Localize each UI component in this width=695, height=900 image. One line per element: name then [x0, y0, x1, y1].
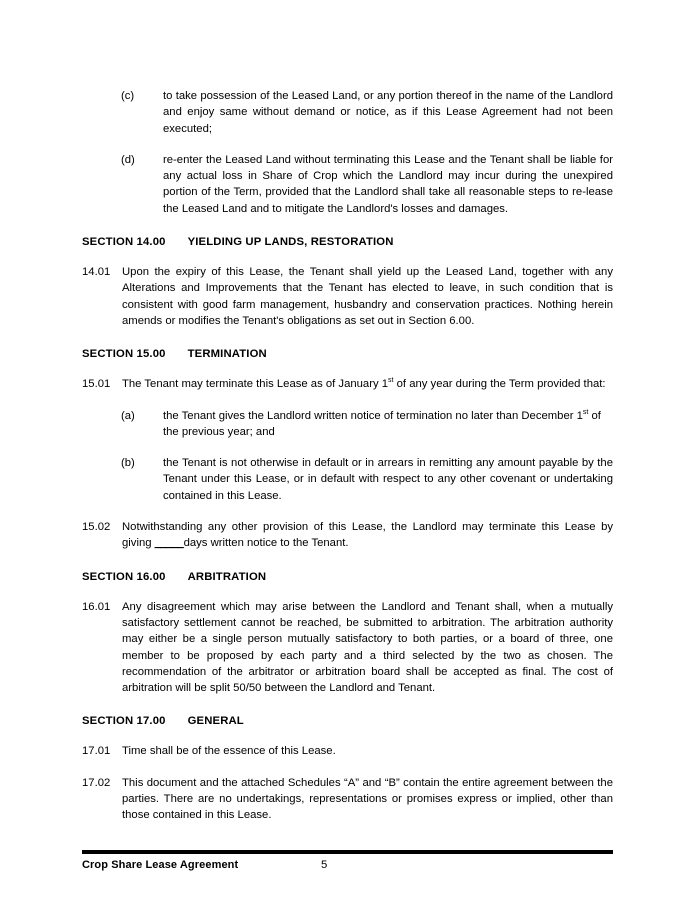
section-heading — [82, 235, 613, 249]
spacer — [82, 760, 613, 775]
ordinal-suffix: st — [388, 377, 394, 385]
clause-text — [122, 519, 613, 552]
clause-number: 17.02 — [82, 776, 111, 789]
section-title: YIELDING UP LANDS, RESTORATION — [187, 236, 394, 249]
footer-row — [82, 859, 613, 875]
clause-text: Upon the expiry of this Lease, the Tenant shall yield up the Leased Land, together with any Alterations and Improvements that the Tenant has elected to leave, in such condition that is consistent with good farm management, husbandry and conservation practices. Nothing herein amends or modifies the Tenant's obligations as set out in Section 6.00. — [122, 266, 613, 327]
ordinal-suffix: st — [582, 408, 589, 416]
clause — [82, 519, 613, 552]
list-item-label: (a) — [121, 409, 135, 422]
clause — [82, 599, 613, 697]
fill-in-blank: _____ — [154, 537, 184, 550]
section-number: SECTION 15.00 — [82, 348, 166, 361]
section-title: TERMINATION — [187, 348, 267, 361]
clause-text — [122, 376, 613, 392]
spacer — [82, 137, 613, 152]
clause — [82, 264, 613, 329]
list-item-label: (b) — [121, 457, 135, 470]
clause — [82, 775, 613, 824]
section-number: SECTION 16.00 — [82, 570, 166, 583]
list-item-text — [163, 408, 613, 441]
clause-text-part: of any year during the Term provided that: — [393, 378, 606, 391]
list-item-text-part: of the previous year; and — [163, 409, 601, 438]
spacer — [82, 217, 613, 235]
clause-number: 16.01 — [82, 600, 111, 613]
list-item-text-part: the Tenant gives the Landlord written notice of termination no later than December 1 — [163, 409, 583, 422]
clause-text: Any disagreement which may arise between the Landlord and Tenant shall, when a mutually satisfactory settlement cannot be reached, be submitted to arbitration. The arbitration authority may either be a single person mutually satisfactory to both parties, or a board of three, one member to be proposed by each party and a third selected by the two as chosen. The recommendation of the arbitrator or arbitration board shall be accepted as final. The cost of arbitration will be split 50/50 between the Landlord and Tenant. — [122, 600, 613, 695]
clause-number: 15.02 — [82, 521, 111, 534]
list-item — [82, 152, 613, 217]
spacer — [82, 329, 613, 347]
section-heading — [82, 347, 613, 361]
list-item — [82, 408, 613, 441]
clause — [82, 376, 613, 392]
clause-number: 17.01 — [82, 745, 111, 758]
section-heading — [82, 570, 613, 584]
list-item — [82, 88, 613, 137]
spacer — [82, 249, 613, 264]
spacer — [82, 361, 613, 376]
spacer — [82, 393, 613, 408]
list-item-label: (d) — [121, 153, 135, 166]
clause-text-part: The Tenant may terminate this Lease as of January 1 — [122, 378, 389, 391]
spacer — [82, 440, 613, 455]
clause-number: 14.01 — [82, 266, 111, 279]
section-title: GENERAL — [187, 715, 244, 728]
footer-divider — [82, 850, 613, 854]
spacer — [82, 584, 613, 599]
section-heading — [82, 714, 613, 728]
page-footer — [82, 850, 613, 875]
clause-text: This document and the attached Schedules “A” and “B” contain the entire agreement between the parties. There are no undertakings, representations or promises express or implied, other than those contained in this Lease. — [122, 776, 613, 822]
spacer — [82, 696, 613, 714]
spacer — [82, 552, 613, 570]
list-item-text: re-enter the Leased Land without terminating this Lease and the Tenant shall be liable for any actual loss in Share of Crop which the Landlord may incur during the unexpired portion of the Term, provided that the Landlord shall take all reasonable steps to re-lease the Leased Land and to mitigate the Landlord's losses and damages. — [163, 153, 613, 215]
clause-text: Time shall be of the essence of this Lease. — [122, 745, 336, 758]
clause-text-part: days written notice to the Tenant. — [183, 537, 349, 550]
section-number: SECTION 14.00 — [82, 236, 166, 249]
clause-number: 15.01 — [82, 378, 111, 391]
section-title: ARBITRATION — [187, 570, 267, 583]
list-item-label: (c) — [121, 90, 135, 102]
clause — [82, 743, 613, 759]
page-number: 5 — [321, 859, 328, 871]
list-item — [82, 455, 613, 504]
footer-document-title: Crop Share Lease Agreement — [82, 859, 239, 871]
section-number: SECTION 17.00 — [82, 715, 166, 728]
spacer — [82, 504, 613, 519]
spacer — [82, 728, 613, 743]
list-item-text: to take possession of the Leased Land, or any portion thereof in the name of the Landlord and enjoy same without demand or notice, as if this Lease Agreement had not been executed; — [163, 90, 613, 135]
page-content — [82, 88, 613, 824]
list-item-text: the Tenant is not otherwise in default or in arrears in remitting any amount payable by the Tenant under this Lease, or in default with respect to any other covenant or undertaking contained in this Lease. — [163, 457, 613, 502]
clause-text-part: Notwithstanding any other provision of this Lease, the Landlord may terminate this Lease by giving — [122, 521, 613, 550]
